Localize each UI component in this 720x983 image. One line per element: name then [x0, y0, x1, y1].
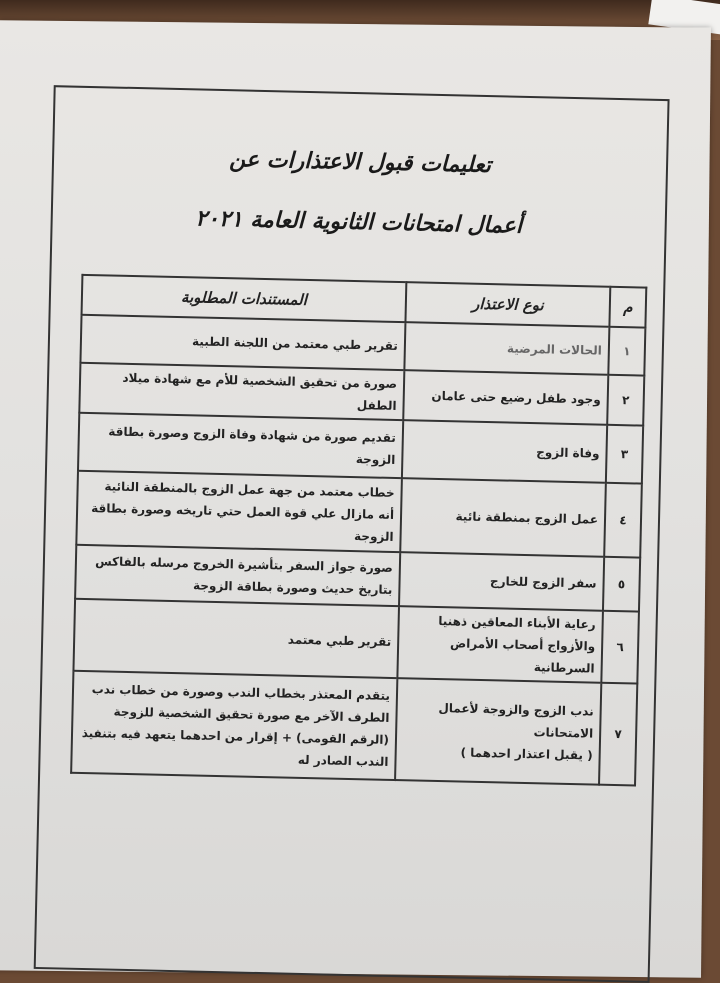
header-docs: المستندات المطلوبة: [82, 275, 407, 322]
row-type: وفاة الزوج: [402, 420, 607, 483]
row-docs: تقرير طبي معتمد: [73, 599, 399, 678]
table-row: [76, 471, 642, 558]
row-docs: صورة جواز السفر بتأشيرة الخروج مرسله بالفاكس بتاريخ حديث وصورة بطاقة الزوجة: [75, 545, 400, 606]
document-sheet: [0, 20, 711, 977]
row-type: رعاية الأبناء المعاقين ذهنيا والأزواج أصحاب الأمراض السرطانية: [397, 606, 603, 683]
row-type-note: ( يقبل اعتذار احدهما ): [460, 745, 593, 763]
row-docs: خطاب معتمد من جهة عمل الزوج بالمنطقة النائية أنه مازال علي قوة العمل حتي تاريخه وصورة بطاقة الزوجة: [76, 471, 402, 552]
row-type-cell: [395, 678, 601, 785]
header-type: نوع الاعتذار: [405, 282, 610, 327]
row-num: ٤: [604, 483, 642, 558]
row-num: ٥: [603, 557, 640, 612]
row-docs: تقرير طبي معتمد من اللجنة الطبية: [80, 315, 405, 370]
row-type: الحالات المرضية: [404, 322, 609, 375]
table-row: [73, 599, 638, 684]
document-title-line2: أعمال امتحانات الثانوية العامة ٢٠٢١: [195, 206, 523, 239]
row-type: عمل الزوج بمنطقة نائية: [400, 478, 606, 557]
row-type: وجود طفل رضيع حتى عامان: [403, 370, 608, 425]
document-frame: [34, 85, 670, 983]
row-num: ٢: [607, 375, 644, 426]
row-docs: صورة من تحقيق الشخصية للأم مع شهادة ميلاد الطفل: [79, 363, 404, 420]
row-num: ٣: [606, 425, 643, 484]
table-row: [71, 671, 637, 786]
row-docs: تقديم صورة من شهادة وفاة الزوج وصورة بطاقة الزوجة: [78, 413, 403, 478]
row-num: ٧: [599, 683, 637, 786]
row-docs: يتقدم المعتذر بخطاب الندب وصورة من خطاب ندب الطرف الآخر مع صورة تحقيق الشخصية للزوجة (الرقم القومى) + إقرار من احدهما يتعهد فيه بتنفيذ الندب الصادر له: [71, 671, 397, 780]
document-title-line1: تعليمات قبول الاعتذارات عن: [228, 147, 492, 179]
row-type: سفر الزوج للخارج: [399, 552, 604, 611]
row-type: ندب الزوج والزوجة لأعمال الامتحانات: [438, 701, 594, 741]
header-num: م: [609, 287, 646, 328]
row-num: ٦: [601, 611, 639, 684]
excuses-table: [70, 274, 647, 787]
row-num: ١: [608, 327, 645, 376]
